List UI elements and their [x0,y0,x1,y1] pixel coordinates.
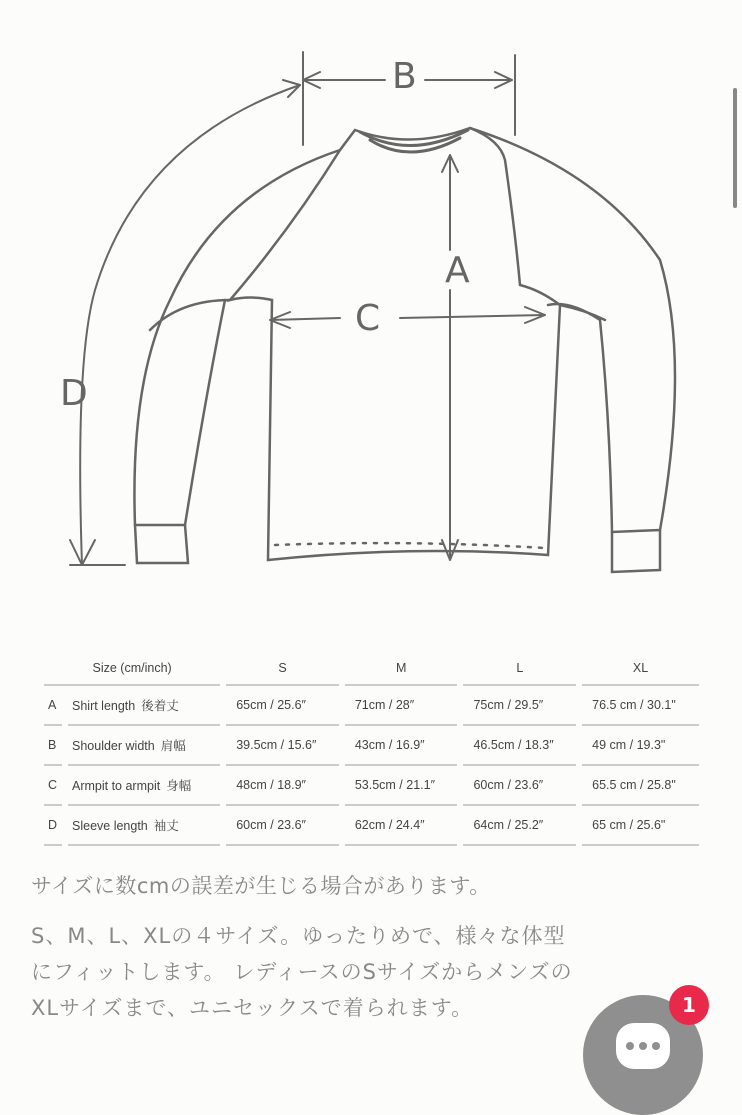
size-value: 64cm / 25.2″ [463,806,576,846]
row-letter: D [44,806,62,846]
header-s: S [226,652,339,686]
size-value: 39.5cm / 15.6″ [226,726,339,766]
label-a: A [445,250,470,291]
label-b: B [392,56,417,97]
size-value: 43cm / 16.9″ [345,726,458,766]
scrollbar[interactable] [733,88,737,208]
size-table [38,652,705,846]
measurement-name: Shirt length [72,699,136,713]
row-measurement [68,726,220,766]
size-value: 65 cm / 25.6" [582,806,699,846]
header-xl: XL [582,652,699,686]
size-value: 65.5 cm / 25.8" [582,766,699,806]
size-value: 62cm / 24.4″ [345,806,458,846]
size-value: 76.5 cm / 30.1" [582,686,699,726]
notification-badge: 1 [669,985,709,1025]
right-cuff [612,530,660,572]
table-header-row [44,652,699,686]
header-l: L [463,652,576,686]
label-d: D [60,373,88,414]
size-note: サイズに数cmの誤差が生じる場合があります。 [31,874,491,898]
table-row [44,766,699,806]
size-value: 75cm / 29.5″ [463,686,576,726]
measurement-jp: 後着丈 [141,699,179,713]
measurement-name: Sleeve length [72,819,148,833]
header-size: Size (cm/inch) [44,652,220,686]
row-measurement [68,766,220,806]
measurement-name: Shoulder width [72,739,155,753]
table-row [44,686,699,726]
measurement-jp: 身幅 [166,779,192,793]
row-letter: B [44,726,62,766]
arrow-c [270,307,545,328]
row-letter: C [44,766,62,806]
measurement-jp: 袖丈 [153,819,179,833]
size-value: 60cm / 23.6″ [226,806,339,846]
chat-bubble-icon [616,1023,670,1069]
right-sleeve [470,128,675,532]
size-value: 53.5cm / 21.1″ [345,766,458,806]
table-row [44,726,699,766]
sweater-outline [230,128,560,560]
table-row [44,806,699,846]
measurement-name: Armpit to armpit [72,779,161,793]
left-cuff [135,525,188,563]
row-measurement [68,806,220,846]
row-measurement [68,686,220,726]
size-value: 71cm / 28″ [345,686,458,726]
arrow-a [442,155,458,560]
size-value: 49 cm / 19.3" [582,726,699,766]
measurement-jp: 肩幅 [160,739,186,753]
product-description: S、M、L、XLの４サイズ。ゆったりめで、様々な体型にフィットします。 レディースのSサイズからメンズのXLサイズまで、ユニセックスで着られます。 [31,924,573,1020]
size-value: 65cm / 25.6″ [226,686,339,726]
size-value: 48cm / 18.9″ [226,766,339,806]
label-c: C [355,298,381,339]
size-value: 60cm / 23.6″ [463,766,576,806]
size-value: 46.5cm / 18.3″ [463,726,576,766]
row-letter: A [44,686,62,726]
header-m: M [345,652,458,686]
left-sleeve [134,150,340,525]
